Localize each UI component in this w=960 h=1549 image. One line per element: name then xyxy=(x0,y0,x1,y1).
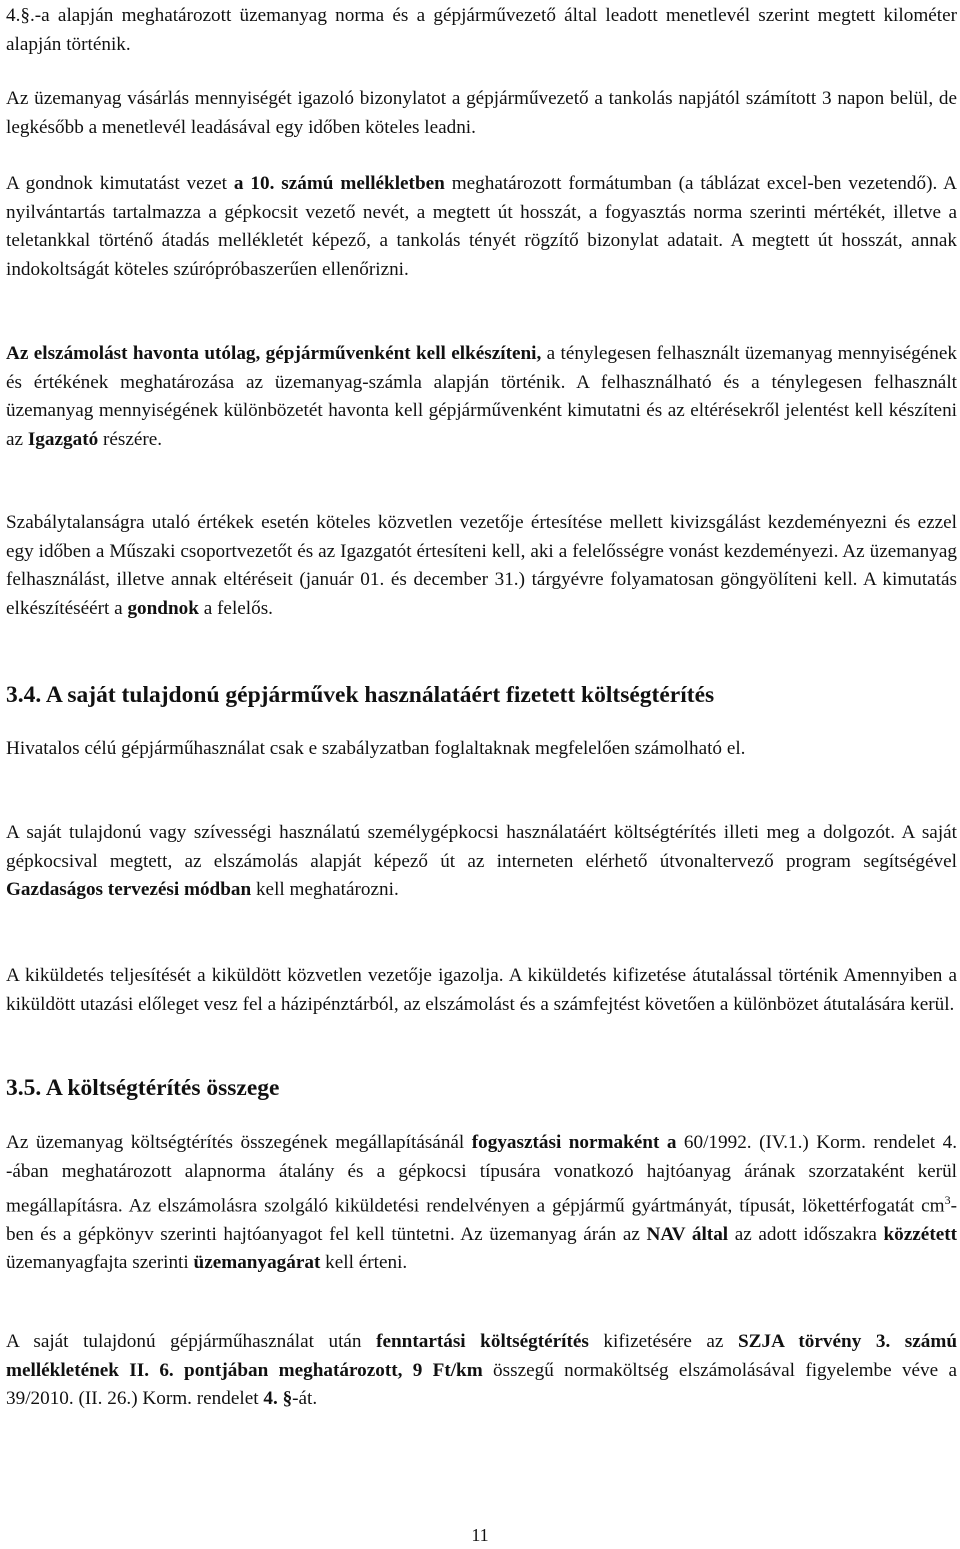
page-number: 11 xyxy=(471,1525,489,1545)
text-run: üzemanyagfajta szerinti xyxy=(6,1252,194,1274)
bold-run: Gazdaságos tervezési módban xyxy=(6,879,252,900)
text-run: a ténylegesen felhasznált üzemanyag mennyiségének és értékének meghatározása az üzemanyag-számla alapján történik. A felhasználható és a ténylegesen felhasznált üzemanyag mennyiségének különbözetét havonta kell gépjárművenként kimutatni és az eltérésekről jelentést kell készíteni az xyxy=(6,343,957,450)
paragraph-official-use: Hivatalos célú gépjárműhasználat csak e szabályzatban foglaltaknak megfelelően számolható el. xyxy=(6,738,746,759)
paragraph-caretaker-record xyxy=(6,170,957,284)
section-heading-3-5: 3.5. A költségtérítés összege xyxy=(6,1075,280,1101)
section-heading-3-4: 3.4. A saját tulajdonú gépjárművek használatáért fizetett költségtérítés xyxy=(6,682,715,708)
paragraph-delegation: A kiküldetés teljesítését a kiküldött közvetlen vezetője igazolja. A kiküldetés kifizetése átutalással történik Amennyiben a kiküldött utazási előleget vesz fel a házipénztárból, az elszámolást és a számfejtést követően a különbözet átutalására kerül. xyxy=(6,965,957,1015)
text-run: kell meghatározni. xyxy=(251,879,399,900)
text-run: meghatározott formátumban (a táblázat excel-ben vezetendő). A nyilvántartás tartalmazza a gépkocsit vezető nevét, a megtett út hosszát, a fogyasztás norma szerinti mértékét, illetve a teletankkal történő átadás mellékletét képező, a tankolás tényét rögzítő bizonylat adatait. A megtett út hosszát, annak indokoltságát köteles szúrópróbaszerűen ellenőrizni. xyxy=(6,173,957,280)
bold-run: NAV által xyxy=(646,1223,729,1245)
text-run: -ben és a gépkönyv szerinti hajtóanyagot fel kell tüntetni. Az üzemanyag árán az xyxy=(6,1195,957,1245)
text-run: Az üzemanyag költségtérítés összegének megállapításánál xyxy=(6,1132,472,1153)
text-run: A gondnok kimutatást vezet xyxy=(6,173,234,194)
superscript: 3 xyxy=(944,1193,951,1207)
paragraph-own-car-reimbursement xyxy=(6,819,957,905)
bold-run: gondnok xyxy=(127,597,199,619)
text-run: A saját tulajdonú vagy szívességi használatú személygépkocsi használatáért költségtérítés illeti meg a dolgozót. A saját gépkocsival megtett, az elszámolás alapját képező út az interneten elérhető útvonaltervező program segítségével xyxy=(6,822,957,872)
paragraph-fuel-receipt: Az üzemanyag vásárlás mennyiségét igazoló bizonylatot a gépjárművezető a tankolás napjától számított 3 napon belül, de legkésőbb a menetlevél leadásával egy időben köteles leadni. xyxy=(6,88,957,138)
bold-run: a 10. számú mellékletben xyxy=(233,173,445,194)
paragraph-fuel-cost xyxy=(6,1129,957,1278)
text-run: 60/1992. (IV.1.) Korm. rendelet 4. -ában meghatározott alapnorma átalány és a gépkocsi típusára vonatkozó hajtóanyag árának szorzataként kerül megállapításra. Az elszámolásra szolgáló kiküldetési rendelvényen a gépjármű gyártmányát, típusát, lökettérfogatát cm xyxy=(6,1132,957,1217)
text-run: a felelős. xyxy=(198,597,273,619)
paragraph-monthly-settlement xyxy=(6,340,957,454)
text-run: az adott időszakra xyxy=(728,1223,884,1245)
bold-run: közzétett xyxy=(883,1223,957,1245)
text-run: kifizetésére az xyxy=(588,1331,738,1352)
bold-run: Igazgató xyxy=(27,428,99,450)
paragraph-fuel-norm: 4.§.-a alapján meghatározott üzemanyag norma és a gépjárművezető által leadott menetlevél szerint megtett kilométer alapján történik. xyxy=(6,5,957,55)
text-run: A saját tulajdonú gépjárműhasználat után xyxy=(6,1331,377,1352)
bold-run: Az elszámolást havonta utólag, gépjárművenként kell elkészíteni, xyxy=(6,343,542,364)
text-run: összegű normaköltség elszámolásával figyelembe véve a 39/2010. (II. 26.) Korm. rendelet xyxy=(6,1359,957,1409)
bold-run: 4. § xyxy=(263,1388,293,1409)
text-run: Szabálytalanságra utaló értékek esetén köteles közvetlen vezetője értesítése mellett kivizsgálást kezdeményezni és ezzel egy időben a Műszaki csoportvezetőt és az Igazgatót értesíteni kell, aki a felelősségre vonást kezdeményezi. Az üzemanyag felhasználást, illetve annak eltéréseit (január 01. és december 31.) tárgyévre folyamatosan göngyölíteni kell. A kimutatás elkészítéséért a xyxy=(6,512,957,619)
bold-run: fogyasztási normaként a xyxy=(471,1132,677,1153)
paragraph-maintenance-cost xyxy=(6,1328,957,1414)
text-run: -át. xyxy=(292,1388,318,1409)
text-run: részére. xyxy=(98,428,163,450)
bold-run: SZJA törvény 3. számú mellékletének II. 6. pontjában meghatározott, 9 Ft/km xyxy=(6,1331,958,1381)
text-run: kell érteni. xyxy=(320,1252,408,1274)
bold-run: fenntartási költségtérítés xyxy=(376,1331,589,1352)
paragraph-irregularities xyxy=(6,509,957,623)
bold-run: üzemanyagárat xyxy=(193,1252,321,1274)
